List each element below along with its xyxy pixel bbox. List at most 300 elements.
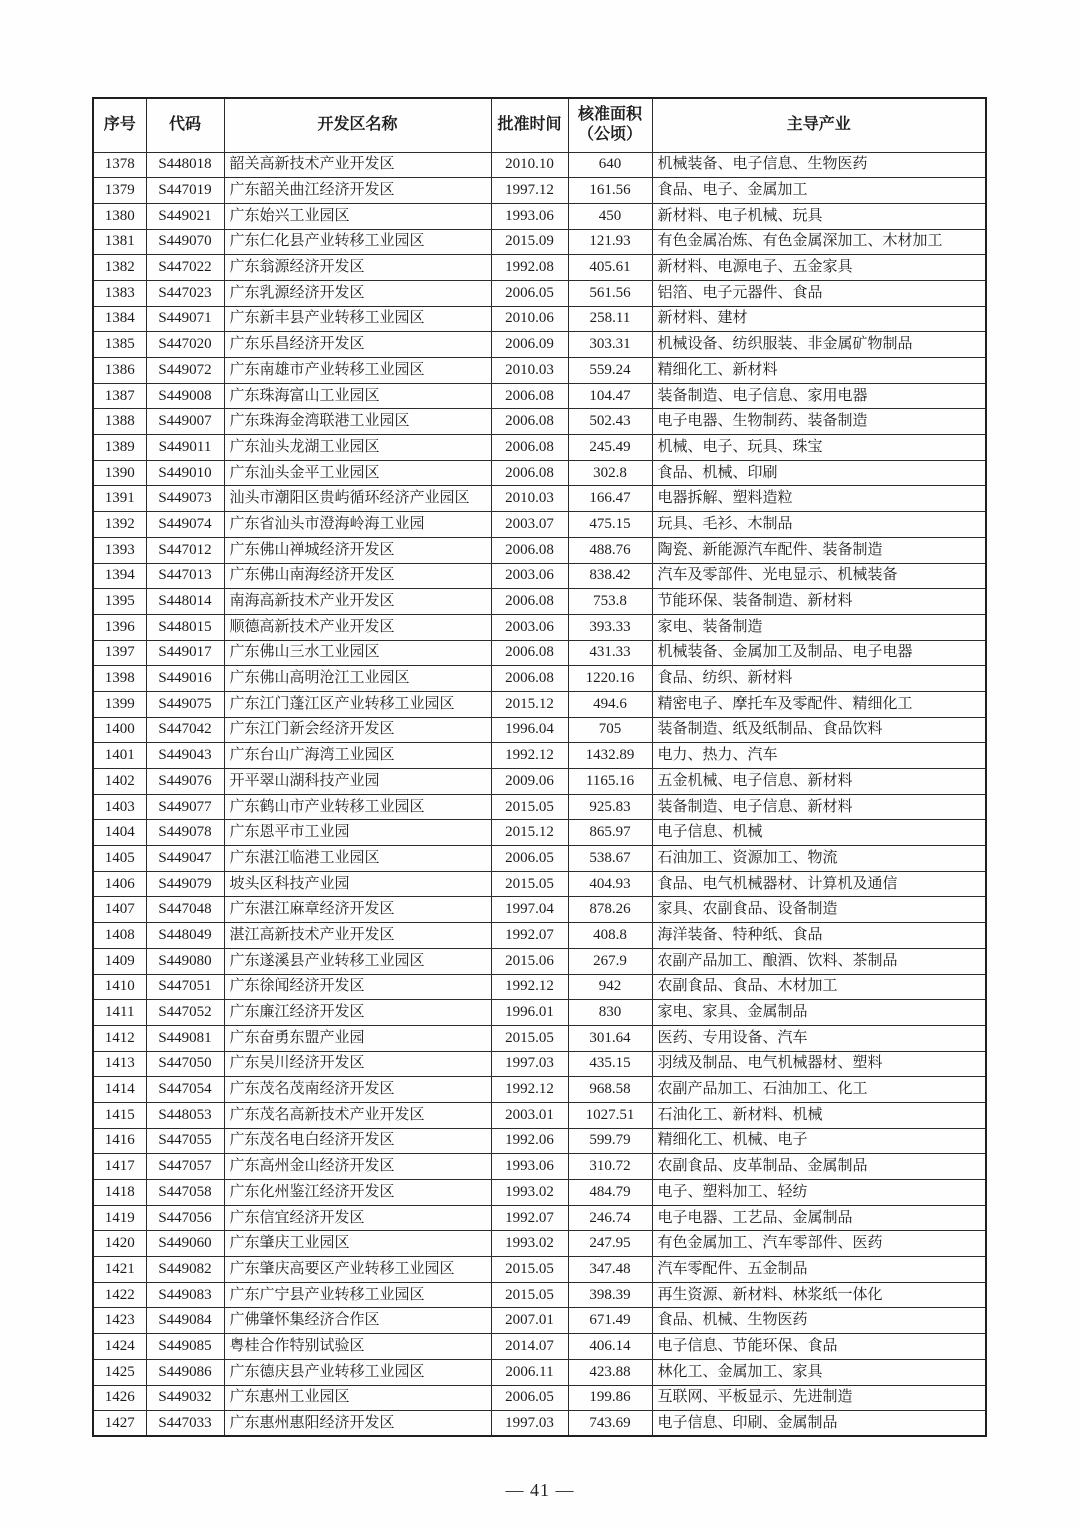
cell-zone-name: 广东江门新会经济开发区 [224, 717, 491, 743]
cell-approved-area: 1027.51 [568, 1102, 652, 1128]
cell-approval-date: 1993.06 [491, 1154, 568, 1180]
header-approved-area-line2: （公顷） [577, 126, 642, 144]
cell-approval-date: 1992.12 [491, 974, 568, 1000]
cell-leading-industries: 汽车及零部件、光电显示、机械装备 [652, 563, 986, 589]
cell-serial-number: 1379 [93, 178, 146, 204]
cell-code: S449071 [146, 306, 224, 332]
cell-zone-name: 广东汕头龙湖工业园区 [224, 435, 491, 461]
cell-approved-area: 1432.89 [568, 743, 652, 769]
cell-serial-number: 1397 [93, 640, 146, 666]
cell-code: S449075 [146, 691, 224, 717]
cell-leading-industries: 农副食品、食品、木材加工 [652, 974, 986, 1000]
cell-leading-industries: 新材料、电子机械、玩具 [652, 203, 986, 229]
cell-leading-industries: 五金机械、电子信息、新材料 [652, 769, 986, 795]
cell-zone-name: 韶关高新技术产业开发区 [224, 152, 491, 178]
cell-zone-name: 顺德高新技术产业开发区 [224, 614, 491, 640]
cell-approved-area: 538.67 [568, 846, 652, 872]
cell-code: S449010 [146, 460, 224, 486]
table-row [93, 1180, 986, 1206]
cell-leading-industries: 食品、纺织、新材料 [652, 666, 986, 692]
cell-zone-name: 广东奋勇东盟产业园 [224, 1025, 491, 1051]
cell-serial-number: 1378 [93, 152, 146, 178]
cell-leading-industries: 装备制造、电子信息、新材料 [652, 794, 986, 820]
cell-code: S449032 [146, 1385, 224, 1411]
cell-approved-area: 310.72 [568, 1154, 652, 1180]
cell-approval-date: 2006.08 [491, 589, 568, 615]
cell-approved-area: 258.11 [568, 306, 652, 332]
cell-code: S449011 [146, 435, 224, 461]
cell-zone-name: 广东茂名茂南经济开发区 [224, 1077, 491, 1103]
cell-leading-industries: 电器拆解、塑料造粒 [652, 486, 986, 512]
cell-code: S449077 [146, 794, 224, 820]
cell-serial-number: 1406 [93, 871, 146, 897]
cell-leading-industries: 农副产品加工、石油加工、化工 [652, 1077, 986, 1103]
cell-zone-name: 广东遂溪县产业转移工业园区 [224, 948, 491, 974]
cell-approval-date: 2006.08 [491, 537, 568, 563]
table-row [93, 846, 986, 872]
cell-leading-industries: 机械、电子、玩具、珠宝 [652, 435, 986, 461]
cell-approval-date: 2015.06 [491, 948, 568, 974]
cell-approved-area: 406.14 [568, 1334, 652, 1360]
table-row [93, 1000, 986, 1026]
cell-serial-number: 1380 [93, 203, 146, 229]
table-row [93, 1025, 986, 1051]
cell-approved-area: 599.79 [568, 1128, 652, 1154]
cell-code: S447052 [146, 1000, 224, 1026]
table-row [93, 1102, 986, 1128]
header-approved-area [568, 98, 652, 152]
cell-approved-area: 302.8 [568, 460, 652, 486]
cell-approval-date: 1997.12 [491, 178, 568, 204]
cell-leading-industries: 汽车零配件、五金制品 [652, 1257, 986, 1283]
cell-serial-number: 1421 [93, 1257, 146, 1283]
cell-serial-number: 1404 [93, 820, 146, 846]
cell-approval-date: 2006.11 [491, 1359, 568, 1385]
header-row [93, 98, 986, 152]
cell-zone-name: 广东新丰县产业转移工业园区 [224, 306, 491, 332]
cell-serial-number: 1391 [93, 486, 146, 512]
cell-approved-area: 502.43 [568, 409, 652, 435]
cell-zone-name: 广东广宁县产业转移工业园区 [224, 1282, 491, 1308]
cell-approval-date: 1992.08 [491, 255, 568, 281]
table-row [93, 460, 986, 486]
cell-leading-industries: 食品、电子、金属加工 [652, 178, 986, 204]
cell-code: S449043 [146, 743, 224, 769]
cell-zone-name: 广东乳源经济开发区 [224, 280, 491, 306]
cell-approved-area: 450 [568, 203, 652, 229]
cell-code: S447051 [146, 974, 224, 1000]
cell-approval-date: 2015.05 [491, 1257, 568, 1283]
cell-code: S449081 [146, 1025, 224, 1051]
cell-approval-date: 2006.05 [491, 280, 568, 306]
cell-leading-industries: 家具、农副食品、设备制造 [652, 897, 986, 923]
table-row [93, 280, 986, 306]
cell-leading-industries: 农副食品、皮革制品、金属制品 [652, 1154, 986, 1180]
cell-zone-name: 广东汕头金平工业园区 [224, 460, 491, 486]
cell-zone-name: 广东德庆县产业转移工业园区 [224, 1359, 491, 1385]
header-code: 代码 [146, 98, 224, 152]
cell-zone-name: 广东珠海富山工业园区 [224, 383, 491, 409]
cell-approved-area: 245.49 [568, 435, 652, 461]
cell-approval-date: 2003.06 [491, 614, 568, 640]
cell-approved-area: 559.24 [568, 358, 652, 384]
cell-code: S449060 [146, 1231, 224, 1257]
cell-zone-name: 广东始兴工业园区 [224, 203, 491, 229]
cell-approval-date: 1992.06 [491, 1128, 568, 1154]
table-row [93, 178, 986, 204]
cell-leading-industries: 装备制造、电子信息、家用电器 [652, 383, 986, 409]
cell-serial-number: 1425 [93, 1359, 146, 1385]
cell-approval-date: 2015.05 [491, 1282, 568, 1308]
cell-serial-number: 1409 [93, 948, 146, 974]
cell-approval-date: 2015.12 [491, 691, 568, 717]
table-row [93, 332, 986, 358]
cell-leading-industries: 互联网、平板显示、先进制造 [652, 1385, 986, 1411]
table-row [93, 794, 986, 820]
cell-serial-number: 1382 [93, 255, 146, 281]
cell-approval-date: 2006.08 [491, 383, 568, 409]
cell-approval-date: 2010.10 [491, 152, 568, 178]
cell-serial-number: 1407 [93, 897, 146, 923]
header-zone-name: 开发区名称 [224, 98, 491, 152]
table-row [93, 589, 986, 615]
cell-serial-number: 1402 [93, 769, 146, 795]
cell-approved-area: 475.15 [568, 512, 652, 538]
cell-leading-industries: 有色金属加工、汽车零部件、医药 [652, 1231, 986, 1257]
cell-approval-date: 1993.02 [491, 1180, 568, 1206]
cell-leading-industries: 食品、机械、生物医药 [652, 1308, 986, 1334]
cell-zone-name: 广东徐闻经济开发区 [224, 974, 491, 1000]
cell-approval-date: 1992.07 [491, 923, 568, 949]
header-approval-date: 批准时间 [491, 98, 568, 152]
cell-code: S447022 [146, 255, 224, 281]
cell-code: S447020 [146, 332, 224, 358]
table-row [93, 691, 986, 717]
cell-code: S449017 [146, 640, 224, 666]
cell-leading-industries: 玩具、毛衫、木制品 [652, 512, 986, 538]
cell-code: S449016 [146, 666, 224, 692]
table-row [93, 897, 986, 923]
cell-approved-area: 398.39 [568, 1282, 652, 1308]
table-row [93, 1334, 986, 1360]
cell-zone-name: 广东湛江麻章经济开发区 [224, 897, 491, 923]
cell-zone-name: 广东佛山南海经济开发区 [224, 563, 491, 589]
cell-code: S448018 [146, 152, 224, 178]
cell-zone-name: 广东茂名高新技术产业开发区 [224, 1102, 491, 1128]
cell-zone-name: 广东吴川经济开发区 [224, 1051, 491, 1077]
cell-zone-name: 广东化州鉴江经济开发区 [224, 1180, 491, 1206]
cell-approved-area: 199.86 [568, 1385, 652, 1411]
table-body [93, 152, 986, 1436]
cell-code: S449082 [146, 1257, 224, 1283]
cell-approval-date: 2006.08 [491, 409, 568, 435]
cell-code: S447056 [146, 1205, 224, 1231]
cell-approval-date: 2003.01 [491, 1102, 568, 1128]
cell-zone-name: 广东江门蓬江区产业转移工业园区 [224, 691, 491, 717]
table-row [93, 1411, 986, 1437]
cell-approval-date: 2006.08 [491, 640, 568, 666]
cell-zone-name: 广东韶关曲江经济开发区 [224, 178, 491, 204]
cell-approved-area: 303.31 [568, 332, 652, 358]
table-row [93, 1257, 986, 1283]
cell-approved-area: 753.8 [568, 589, 652, 615]
cell-approved-area: 488.76 [568, 537, 652, 563]
cell-code: S447054 [146, 1077, 224, 1103]
cell-serial-number: 1414 [93, 1077, 146, 1103]
cell-approved-area: 925.83 [568, 794, 652, 820]
cell-serial-number: 1387 [93, 383, 146, 409]
cell-zone-name: 广东茂名电白经济开发区 [224, 1128, 491, 1154]
cell-serial-number: 1426 [93, 1385, 146, 1411]
cell-approval-date: 2015.12 [491, 820, 568, 846]
table-row [93, 1308, 986, 1334]
cell-serial-number: 1411 [93, 1000, 146, 1026]
cell-approved-area: 246.74 [568, 1205, 652, 1231]
cell-zone-name: 广东湛江临港工业园区 [224, 846, 491, 872]
cell-leading-industries: 电力、热力、汽车 [652, 743, 986, 769]
table-header [93, 98, 986, 152]
cell-approval-date: 2015.05 [491, 871, 568, 897]
cell-zone-name: 广东鹤山市产业转移工业园区 [224, 794, 491, 820]
table-row [93, 923, 986, 949]
cell-code: S449078 [146, 820, 224, 846]
cell-approval-date: 2003.06 [491, 563, 568, 589]
cell-approved-area: 705 [568, 717, 652, 743]
cell-leading-industries: 家电、装备制造 [652, 614, 986, 640]
cell-code: S447042 [146, 717, 224, 743]
table-row [93, 1231, 986, 1257]
cell-approval-date: 1996.04 [491, 717, 568, 743]
table-row [93, 255, 986, 281]
cell-serial-number: 1403 [93, 794, 146, 820]
cell-zone-name: 广东肇庆工业园区 [224, 1231, 491, 1257]
cell-serial-number: 1392 [93, 512, 146, 538]
cell-leading-industries: 食品、电气机械器材、计算机及通信 [652, 871, 986, 897]
cell-approval-date: 2009.06 [491, 769, 568, 795]
table-row [93, 948, 986, 974]
table-row [93, 537, 986, 563]
cell-approved-area: 267.9 [568, 948, 652, 974]
cell-serial-number: 1393 [93, 537, 146, 563]
cell-leading-industries: 农副产品加工、酿酒、饮料、茶制品 [652, 948, 986, 974]
table-row [93, 974, 986, 1000]
table-row [93, 512, 986, 538]
cell-leading-industries: 机械设备、纺织服装、非金属矿物制品 [652, 332, 986, 358]
cell-leading-industries: 精密电子、摩托车及零配件、精细化工 [652, 691, 986, 717]
table-row [93, 871, 986, 897]
cell-approval-date: 2006.08 [491, 666, 568, 692]
cell-approved-area: 865.97 [568, 820, 652, 846]
cell-approval-date: 2006.05 [491, 1385, 568, 1411]
cell-approved-area: 743.69 [568, 1411, 652, 1437]
cell-code: S447012 [146, 537, 224, 563]
cell-serial-number: 1396 [93, 614, 146, 640]
cell-serial-number: 1412 [93, 1025, 146, 1051]
header-serial-number: 序号 [93, 98, 146, 152]
table-row [93, 820, 986, 846]
cell-serial-number: 1427 [93, 1411, 146, 1437]
cell-approval-date: 2006.05 [491, 846, 568, 872]
cell-approved-area: 838.42 [568, 563, 652, 589]
cell-serial-number: 1401 [93, 743, 146, 769]
cell-serial-number: 1423 [93, 1308, 146, 1334]
cell-leading-industries: 新材料、建材 [652, 306, 986, 332]
cell-approval-date: 2014.07 [491, 1334, 568, 1360]
cell-leading-industries: 节能环保、装备制造、新材料 [652, 589, 986, 615]
table-row [93, 666, 986, 692]
cell-serial-number: 1420 [93, 1231, 146, 1257]
cell-zone-name: 广东信宜经济开发区 [224, 1205, 491, 1231]
cell-approval-date: 1996.01 [491, 1000, 568, 1026]
cell-zone-name: 广东台山广海湾工业园区 [224, 743, 491, 769]
cell-approval-date: 2015.05 [491, 1025, 568, 1051]
cell-serial-number: 1405 [93, 846, 146, 872]
cell-approved-area: 166.47 [568, 486, 652, 512]
cell-zone-name: 广佛肇怀集经济合作区 [224, 1308, 491, 1334]
table-row [93, 1077, 986, 1103]
cell-serial-number: 1389 [93, 435, 146, 461]
cell-serial-number: 1410 [93, 974, 146, 1000]
cell-serial-number: 1395 [93, 589, 146, 615]
cell-serial-number: 1424 [93, 1334, 146, 1360]
cell-leading-industries: 羽绒及制品、电气机械器材、塑料 [652, 1051, 986, 1077]
cell-code: S448053 [146, 1102, 224, 1128]
cell-leading-industries: 电子信息、印刷、金属制品 [652, 1411, 986, 1437]
cell-code: S449085 [146, 1334, 224, 1360]
cell-leading-industries: 机械装备、金属加工及制品、电子电器 [652, 640, 986, 666]
cell-serial-number: 1399 [93, 691, 146, 717]
table-row [93, 1385, 986, 1411]
cell-leading-industries: 食品、机械、印刷 [652, 460, 986, 486]
cell-approved-area: 104.47 [568, 383, 652, 409]
cell-serial-number: 1388 [93, 409, 146, 435]
cell-leading-industries: 精细化工、机械、电子 [652, 1128, 986, 1154]
cell-leading-industries: 精细化工、新材料 [652, 358, 986, 384]
page-number: — 41 — [505, 1480, 575, 1500]
cell-code: S449083 [146, 1282, 224, 1308]
table-row [93, 1154, 986, 1180]
cell-leading-industries: 家电、家具、金属制品 [652, 1000, 986, 1026]
cell-serial-number: 1416 [93, 1128, 146, 1154]
cell-leading-industries: 电子、塑料加工、轻纺 [652, 1180, 986, 1206]
cell-leading-industries: 新材料、电源电子、五金家具 [652, 255, 986, 281]
cell-code: S449079 [146, 871, 224, 897]
cell-code: S447048 [146, 897, 224, 923]
cell-approval-date: 2006.08 [491, 435, 568, 461]
header-leading-industries: 主导产业 [652, 98, 986, 152]
cell-code: S449080 [146, 948, 224, 974]
cell-code: S448015 [146, 614, 224, 640]
cell-approved-area: 408.8 [568, 923, 652, 949]
table-row [93, 769, 986, 795]
development-zones-table [92, 97, 987, 1437]
table-row [93, 358, 986, 384]
cell-approved-area: 671.49 [568, 1308, 652, 1334]
cell-leading-industries: 电子信息、机械 [652, 820, 986, 846]
header-approved-area-line1: 核准面积 [577, 106, 642, 124]
cell-zone-name: 广东肇庆高要区产业转移工业园区 [224, 1257, 491, 1283]
cell-approval-date: 2006.08 [491, 460, 568, 486]
cell-approved-area: 878.26 [568, 897, 652, 923]
cell-code: S447019 [146, 178, 224, 204]
cell-serial-number: 1381 [93, 229, 146, 255]
cell-leading-industries: 有色金属冶炼、有色金属深加工、木材加工 [652, 229, 986, 255]
cell-serial-number: 1385 [93, 332, 146, 358]
table-row [93, 743, 986, 769]
cell-serial-number: 1398 [93, 666, 146, 692]
cell-zone-name: 开平翠山湖科技产业园 [224, 769, 491, 795]
cell-zone-name: 广东高州金山经济开发区 [224, 1154, 491, 1180]
cell-code: S447023 [146, 280, 224, 306]
cell-code: S449008 [146, 383, 224, 409]
cell-code: S449007 [146, 409, 224, 435]
cell-serial-number: 1390 [93, 460, 146, 486]
cell-zone-name: 广东珠海金湾联港工业园区 [224, 409, 491, 435]
cell-leading-industries: 电子电器、生物制药、装备制造 [652, 409, 986, 435]
cell-leading-industries: 电子信息、节能环保、食品 [652, 1334, 986, 1360]
table-row [93, 203, 986, 229]
cell-zone-name: 广东南雄市产业转移工业园区 [224, 358, 491, 384]
cell-code: S447033 [146, 1411, 224, 1437]
cell-leading-industries: 电子电器、工艺品、金属制品 [652, 1205, 986, 1231]
cell-serial-number: 1419 [93, 1205, 146, 1231]
cell-approval-date: 1993.02 [491, 1231, 568, 1257]
cell-approved-area: 435.15 [568, 1051, 652, 1077]
cell-approved-area: 1220.16 [568, 666, 652, 692]
cell-approval-date: 1997.03 [491, 1051, 568, 1077]
cell-approved-area: 404.93 [568, 871, 652, 897]
cell-approved-area: 431.33 [568, 640, 652, 666]
cell-serial-number: 1418 [93, 1180, 146, 1206]
cell-code: S449076 [146, 769, 224, 795]
cell-code: S448014 [146, 589, 224, 615]
cell-code: S447050 [146, 1051, 224, 1077]
cell-approved-area: 423.88 [568, 1359, 652, 1385]
cell-code: S447057 [146, 1154, 224, 1180]
cell-serial-number: 1417 [93, 1154, 146, 1180]
cell-code: S449084 [146, 1308, 224, 1334]
cell-serial-number: 1408 [93, 923, 146, 949]
cell-zone-name: 广东省汕头市澄海岭海工业园 [224, 512, 491, 538]
cell-serial-number: 1415 [93, 1102, 146, 1128]
cell-approved-area: 405.61 [568, 255, 652, 281]
cell-zone-name: 汕头市潮阳区贵屿循环经济产业园区 [224, 486, 491, 512]
cell-serial-number: 1386 [93, 358, 146, 384]
cell-leading-industries: 林化工、金属加工、家具 [652, 1359, 986, 1385]
cell-zone-name: 广东佛山三水工业园区 [224, 640, 491, 666]
cell-leading-industries: 装备制造、纸及纸制品、食品饮料 [652, 717, 986, 743]
cell-approved-area: 942 [568, 974, 652, 1000]
cell-zone-name: 坡头区科技产业园 [224, 871, 491, 897]
table-row [93, 1359, 986, 1385]
cell-code: S447055 [146, 1128, 224, 1154]
table-row [93, 1282, 986, 1308]
cell-serial-number: 1394 [93, 563, 146, 589]
cell-code: S447013 [146, 563, 224, 589]
cell-zone-name: 广东惠州惠阳经济开发区 [224, 1411, 491, 1437]
cell-zone-name: 广东廉江经济开发区 [224, 1000, 491, 1026]
cell-approved-area: 968.58 [568, 1077, 652, 1103]
cell-code: S448049 [146, 923, 224, 949]
cell-leading-industries: 铝箔、电子元器件、食品 [652, 280, 986, 306]
cell-zone-name: 广东翁源经济开发区 [224, 255, 491, 281]
cell-serial-number: 1413 [93, 1051, 146, 1077]
cell-zone-name: 广东恩平市工业园 [224, 820, 491, 846]
cell-leading-industries: 海洋装备、特种纸、食品 [652, 923, 986, 949]
cell-approval-date: 1997.03 [491, 1411, 568, 1437]
cell-approved-area: 1165.16 [568, 769, 652, 795]
cell-zone-name: 广东乐昌经济开发区 [224, 332, 491, 358]
